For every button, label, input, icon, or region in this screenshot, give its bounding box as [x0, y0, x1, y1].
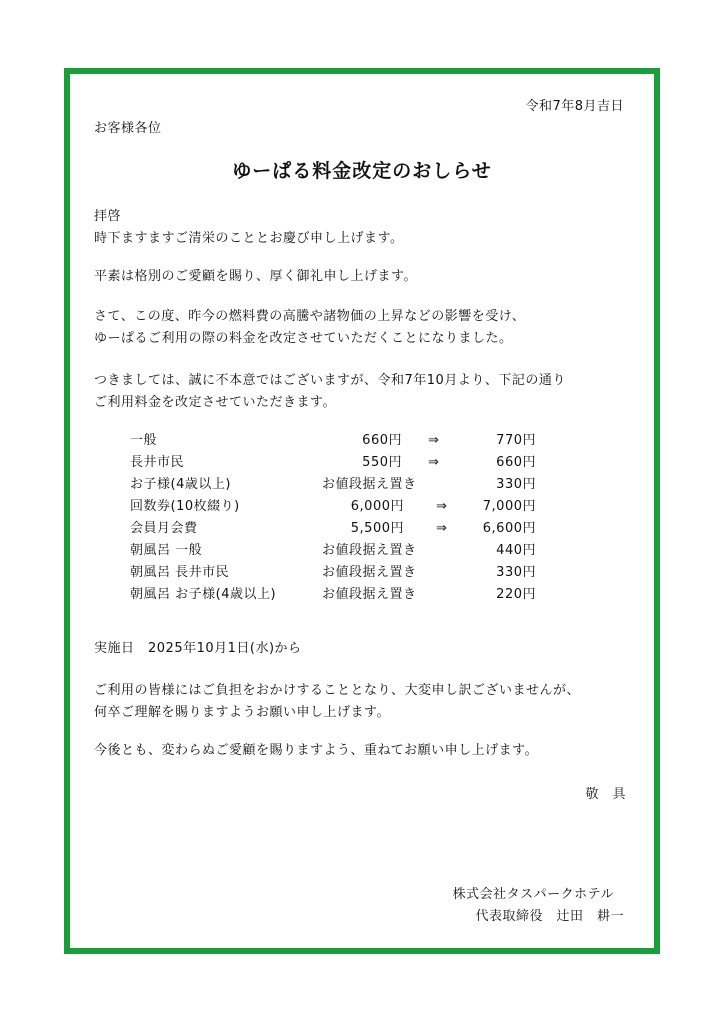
paragraph-4-line-1: つきましては、誠に不本意ではございますが、令和7年10月より、下記の通り — [94, 373, 566, 388]
price-row-name: 朝風呂 一般 — [130, 543, 203, 558]
price-row-arrow: ⇒ — [428, 455, 440, 470]
paragraph-6: 今後とも、変わらぬご愛顧を賜りますよう、重ねてお願い申し上げます。 — [94, 743, 539, 758]
paragraph-3-line-1: さて、この度、昨今の燃料費の高騰や諸物価の上昇などの影響を受け、 — [94, 309, 526, 324]
document-date: 令和7年8月吉日 — [525, 99, 624, 114]
price-row-name: 朝風呂 長井市民 — [130, 565, 230, 580]
document-title: ゆーぱる料金改定のおしらせ — [232, 160, 492, 182]
paragraph-5-line-1: ご利用の皆様にはご負担をおかけすることとなり、大変申し訳ございませんが、 — [94, 683, 581, 698]
price-row-old: 6,000円 — [350, 499, 404, 514]
price-row-new: 330円 — [496, 565, 536, 580]
price-row-new: 660円 — [496, 455, 536, 470]
recipient: お客様各位 — [94, 121, 162, 136]
price-row-new: 220円 — [496, 587, 536, 602]
price-row-new: 7,000円 — [482, 499, 536, 514]
price-row-old: お値段据え置き — [322, 587, 417, 602]
paragraph-1: 時下ますますご清栄のこととお慶び申し上げます。 — [94, 231, 404, 246]
price-row-old: お値段据え置き — [322, 565, 417, 580]
greeting-open: 拝啓 — [94, 209, 122, 224]
price-row-name: 一般 — [130, 433, 158, 448]
paragraph-3-line-2: ゆーぱるご利用の際の料金を改定させていただくことになりました。 — [94, 331, 513, 346]
price-row-name: 回数券(10枚綴り) — [130, 499, 240, 514]
price-row-old: 550円 — [362, 455, 402, 470]
price-row-name: 会員月会費 — [130, 521, 198, 536]
signatory: 代表取締役 辻田 耕一 — [475, 909, 624, 924]
price-row-new: 440円 — [496, 543, 536, 558]
price-row-old: 5,500円 — [350, 521, 404, 536]
price-row-old: 660円 — [362, 433, 402, 448]
effective-date: 実施日 2025年10月1日(水)から — [94, 641, 302, 656]
paragraph-5-line-2: 何卒ご理解を賜りますようお願い申し上げます。 — [94, 705, 390, 720]
price-row-arrow: ⇒ — [436, 521, 448, 536]
price-row-new: 330円 — [496, 477, 536, 492]
company-name: 株式会社タスパークホテル — [452, 887, 614, 902]
price-row-name: 朝風呂 お子様(4歳以上) — [130, 587, 277, 602]
price-row-arrow: ⇒ — [436, 499, 448, 514]
price-row-old: お値段据え置き — [322, 543, 417, 558]
price-row-new: 6,600円 — [482, 521, 536, 536]
price-row-name: お子様(4歳以上) — [130, 477, 231, 492]
price-row-old: お値段据え置き — [322, 477, 417, 492]
paragraph-2: 平素は格別のご愛顧を賜り、厚く御礼申し上げます。 — [94, 269, 417, 284]
price-row-arrow: ⇒ — [428, 433, 440, 448]
greeting-close: 敬 具 — [585, 787, 626, 802]
paragraph-4-line-2: ご利用料金を改定させていただきます。 — [94, 395, 336, 410]
price-row-new: 770円 — [496, 433, 536, 448]
price-row-name: 長井市民 — [130, 455, 185, 470]
